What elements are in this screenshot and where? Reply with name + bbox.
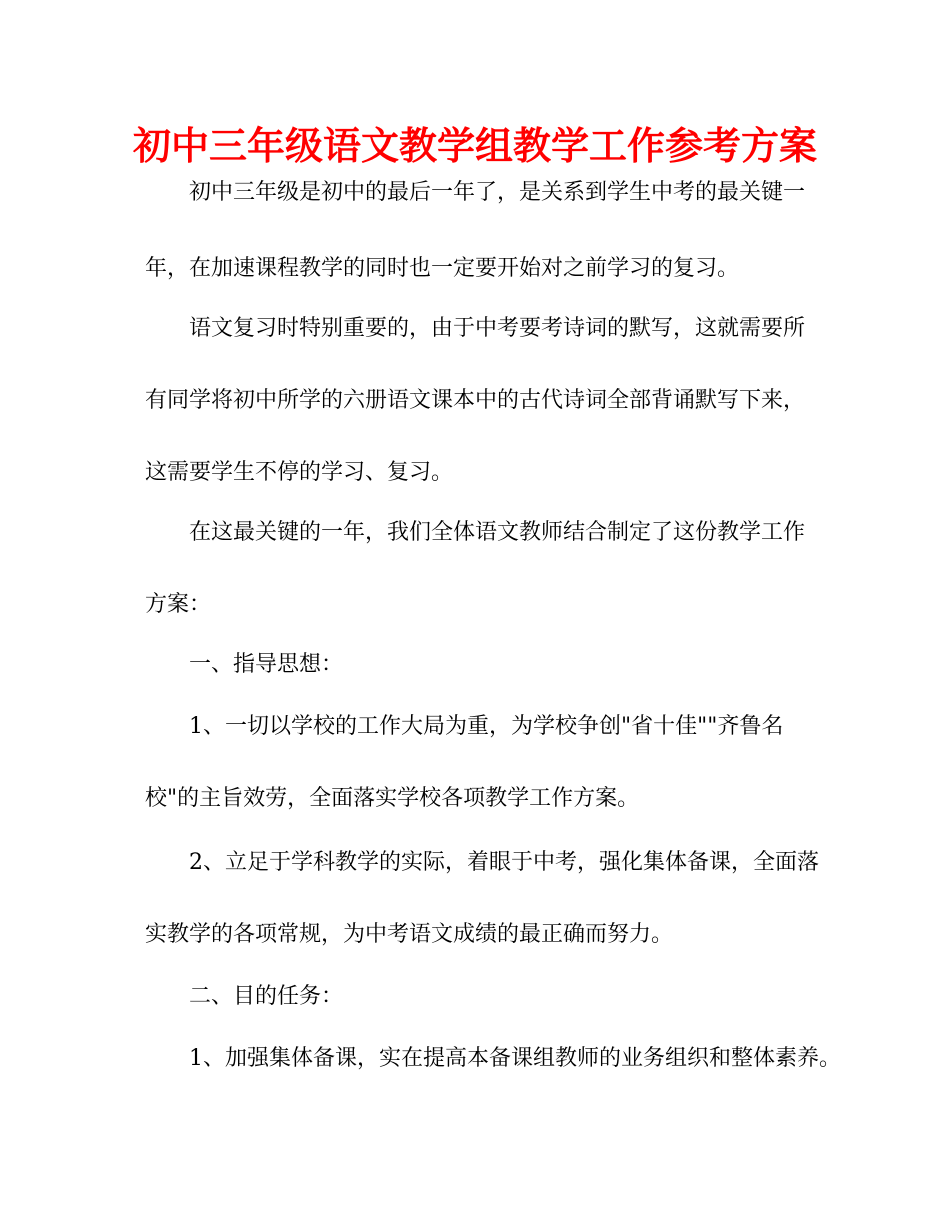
paragraph-line: 1、一切以学校的工作大局为重，为学校争创"省十佳""齐鲁名 <box>189 714 784 739</box>
paragraph-line: 这需要学生不停的学习、复习。 <box>145 460 454 485</box>
paragraph-line: 在这最关键的一年，我们全体语文教师结合制定了这份教学工作 <box>189 520 806 545</box>
paragraph-line: 初中三年级是初中的最后一年了，是关系到学生中考的最关键一 <box>189 180 806 205</box>
paragraph-line: 年，在加速课程教学的同时也一定要开始对之前学习的复习。 <box>145 256 740 281</box>
paragraph-line: 实教学的各项常规，为中考语文成绩的最正确而努力。 <box>145 922 674 947</box>
paragraph-line: 校"的主旨效劳，全面落实学校各项教学工作方案。 <box>145 786 640 811</box>
paragraph-line: 语文复习时特别重要的，由于中考要考诗词的默写，这就需要所 <box>189 316 806 341</box>
section-heading: 二、目的任务： <box>189 984 344 1009</box>
paragraph-line: 方案： <box>145 592 212 617</box>
paragraph-line: 有同学将初中所学的六册语文课本中的古代诗词全部背诵默写下来， <box>145 388 806 413</box>
paragraph-line: 1、加强集体备课，实在提高本备课组教师的业务组织和整体素养。 <box>189 1046 841 1071</box>
paragraph-line: 2、立足于学科教学的实际，着眼于中考，强化集体备课，全面落 <box>189 850 819 875</box>
document-title: 初中三年级语文教学组教学工作参考方案 <box>132 124 817 168</box>
section-heading: 一、指导思想： <box>189 652 344 677</box>
